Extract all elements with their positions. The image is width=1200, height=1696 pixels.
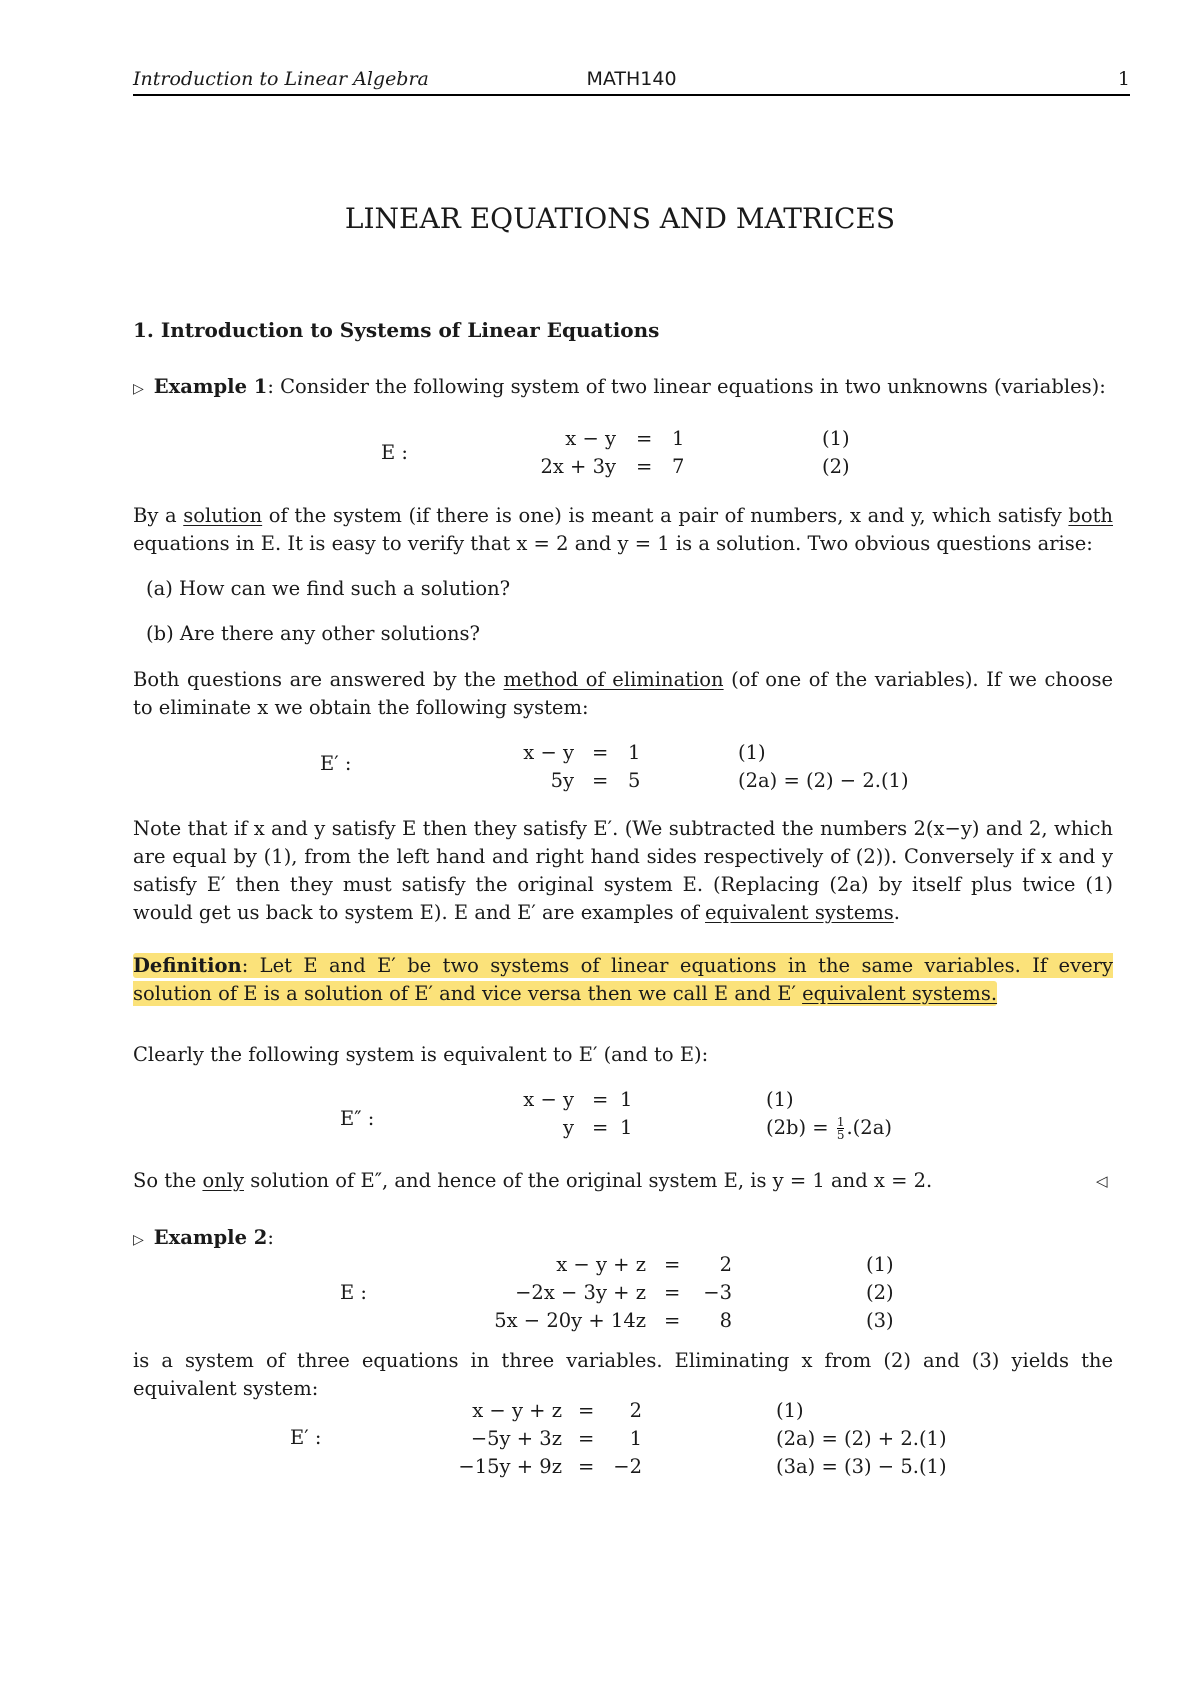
eq-sign: =	[592, 769, 609, 792]
system-name: E′ :	[290, 1426, 322, 1449]
eq-rhs: 5	[628, 769, 641, 792]
eq-rhs: 1	[620, 1116, 633, 1139]
eq-rhs: 8	[719, 1309, 732, 1332]
eq-lhs: −2x − 3y + z	[515, 1281, 646, 1304]
eq-sign: =	[578, 1427, 595, 1450]
underlined-term: equivalent systems.	[802, 982, 998, 1005]
eq-lhs: x − y + z	[472, 1399, 562, 1422]
text: .	[893, 901, 900, 924]
definition-highlighted	[133, 952, 1113, 1008]
eq-tag: (1)	[738, 741, 766, 764]
eq-lhs: x − y	[523, 1088, 574, 1111]
eq-sign: =	[664, 1281, 681, 1304]
text: (of one of the variables). If we choose to eliminate x we obtain the following system:	[133, 668, 1113, 719]
example-1-intro-text: : Consider the following system of two linear equations in two unknowns (variables):	[267, 375, 1106, 398]
system-name: E″ :	[340, 1107, 375, 1130]
example-2-label: Example 2	[153, 1226, 268, 1249]
eq-rhs: 2	[629, 1399, 642, 1422]
right-triangle-icon: ▷	[133, 381, 144, 397]
eq-lhs: 5y	[550, 769, 574, 792]
eq-rhs: −3	[703, 1281, 732, 1304]
underlined-term: method of elimination	[503, 668, 724, 691]
text: equations in E. It is easy to verify that x = 2 and y = 1 is a solution. Two obvious questions arise:	[133, 532, 1093, 555]
eq-sign: =	[578, 1399, 595, 1422]
eq-rhs: 1	[672, 427, 685, 450]
eq-tag: (1)	[866, 1253, 894, 1276]
eq-rhs: −2	[613, 1455, 642, 1478]
paragraph-clearly: Clearly the following system is equivalent to E′ (and to E):	[133, 1043, 709, 1066]
definition-label: Definition	[133, 954, 242, 977]
eq-rhs: 2	[719, 1253, 732, 1276]
fraction-numerator: 1	[836, 1115, 845, 1129]
eq-sign: =	[664, 1253, 681, 1276]
underlined-term: solution	[183, 504, 263, 527]
eq-rhs: 7	[672, 455, 685, 478]
eq-sign: =	[636, 455, 653, 478]
eq-lhs: 2x + 3y	[540, 455, 616, 478]
text: solution of E″, and hence of the original system E, is y = 1 and x = 2.	[244, 1169, 933, 1192]
running-header	[133, 64, 1130, 96]
eq-sign: =	[664, 1309, 681, 1332]
definition-text: : Let E and E′ be two systems of linear equations in the same variables. If every solution of E is a solution of E′ and vice versa then we call E and E′	[133, 954, 1113, 1005]
fraction-denominator: 5	[836, 1128, 845, 1142]
system-name: E :	[340, 1281, 368, 1304]
text: Both questions are answered by the	[133, 668, 504, 691]
paragraph-equivalence-note	[133, 815, 1113, 927]
end-of-example-icon: ◁	[1096, 1172, 1108, 1190]
question-b: (b) Are there any other solutions?	[146, 622, 481, 645]
paragraph-elimination	[133, 666, 1113, 722]
paragraph-only-solution	[133, 1169, 932, 1192]
tag-suffix: .(2a)	[846, 1116, 892, 1139]
underlined-term: only	[202, 1169, 244, 1192]
eq-lhs: x − y	[523, 741, 574, 764]
text: Note that if x and y satisfy E then they satisfy E′. (We subtracted the numbers 2(x−y) and 2, which are equal by (1), from the left hand and right hand sides respectively of (2)). Conversely if x and y satisfy E′ then they must satisfy the original system E. (Replacing (2a) by itself plus twice (1) would get us back to system E). E and E′ are examples of	[133, 817, 1113, 924]
eq-tag: (2)	[866, 1281, 894, 1304]
eq-tag	[766, 1116, 892, 1141]
eq-lhs: y	[562, 1116, 574, 1139]
eq-lhs: 5x − 20y + 14z	[494, 1309, 646, 1332]
eq-sign: =	[636, 427, 653, 450]
underlined-term: both	[1068, 504, 1113, 527]
eq-rhs: 1	[620, 1088, 633, 1111]
eq-rhs: 1	[629, 1427, 642, 1450]
question-a: (a) How can we find such a solution?	[146, 577, 511, 600]
header-course-code: MATH140	[586, 68, 677, 90]
tag-prefix: (2b) =	[766, 1116, 835, 1139]
eq-tag: (2a) = (2) + 2.(1)	[776, 1427, 947, 1450]
paragraph-solution	[133, 502, 1113, 558]
text: of the system (if there is one) is meant a pair of numbers, x and y, which satisfy	[262, 504, 1069, 527]
paragraph-ex2: is a system of three equations in three variables. Eliminating x from (2) and (3) yields the equivalent system:	[133, 1349, 1113, 1400]
underlined-term: equivalent systems	[705, 901, 894, 924]
eq-tag: (1)	[776, 1399, 804, 1422]
system-name: E′ :	[320, 752, 352, 775]
eq-lhs: x − y	[565, 427, 616, 450]
eq-tag: (1)	[766, 1088, 794, 1111]
text: :	[267, 1226, 274, 1249]
eq-tag: (2)	[822, 455, 850, 478]
example-1-label: Example 1	[153, 375, 268, 398]
eq-sign: =	[592, 1116, 609, 1139]
eq-rhs: 1	[628, 741, 641, 764]
eq-tag: (3a) = (3) − 5.(1)	[776, 1455, 947, 1478]
right-triangle-icon: ▷	[133, 1232, 144, 1248]
eq-tag: (3)	[866, 1309, 894, 1332]
fraction	[837, 1116, 845, 1141]
eq-tag: (1)	[822, 427, 850, 450]
eq-lhs: −15y + 9z	[458, 1455, 562, 1478]
example-2-heading	[133, 1226, 274, 1249]
page-title: LINEAR EQUATIONS AND MATRICES	[344, 202, 896, 235]
eq-sign: =	[592, 741, 609, 764]
section-heading: 1. Introduction to Systems of Linear Equations	[133, 318, 660, 342]
text: By a	[133, 504, 184, 527]
example-1-intro	[133, 375, 1106, 398]
eq-lhs: x − y + z	[556, 1253, 646, 1276]
eq-lhs: −5y + 3z	[470, 1427, 562, 1450]
system-name: E :	[381, 441, 409, 464]
text: So the	[133, 1169, 203, 1192]
header-page-number: 1	[1117, 68, 1130, 90]
eq-sign: =	[592, 1088, 609, 1111]
header-course-title: Introduction to Linear Algebra	[133, 68, 429, 90]
eq-tag: (2a) = (2) − 2.(1)	[738, 769, 909, 792]
eq-sign: =	[578, 1455, 595, 1478]
